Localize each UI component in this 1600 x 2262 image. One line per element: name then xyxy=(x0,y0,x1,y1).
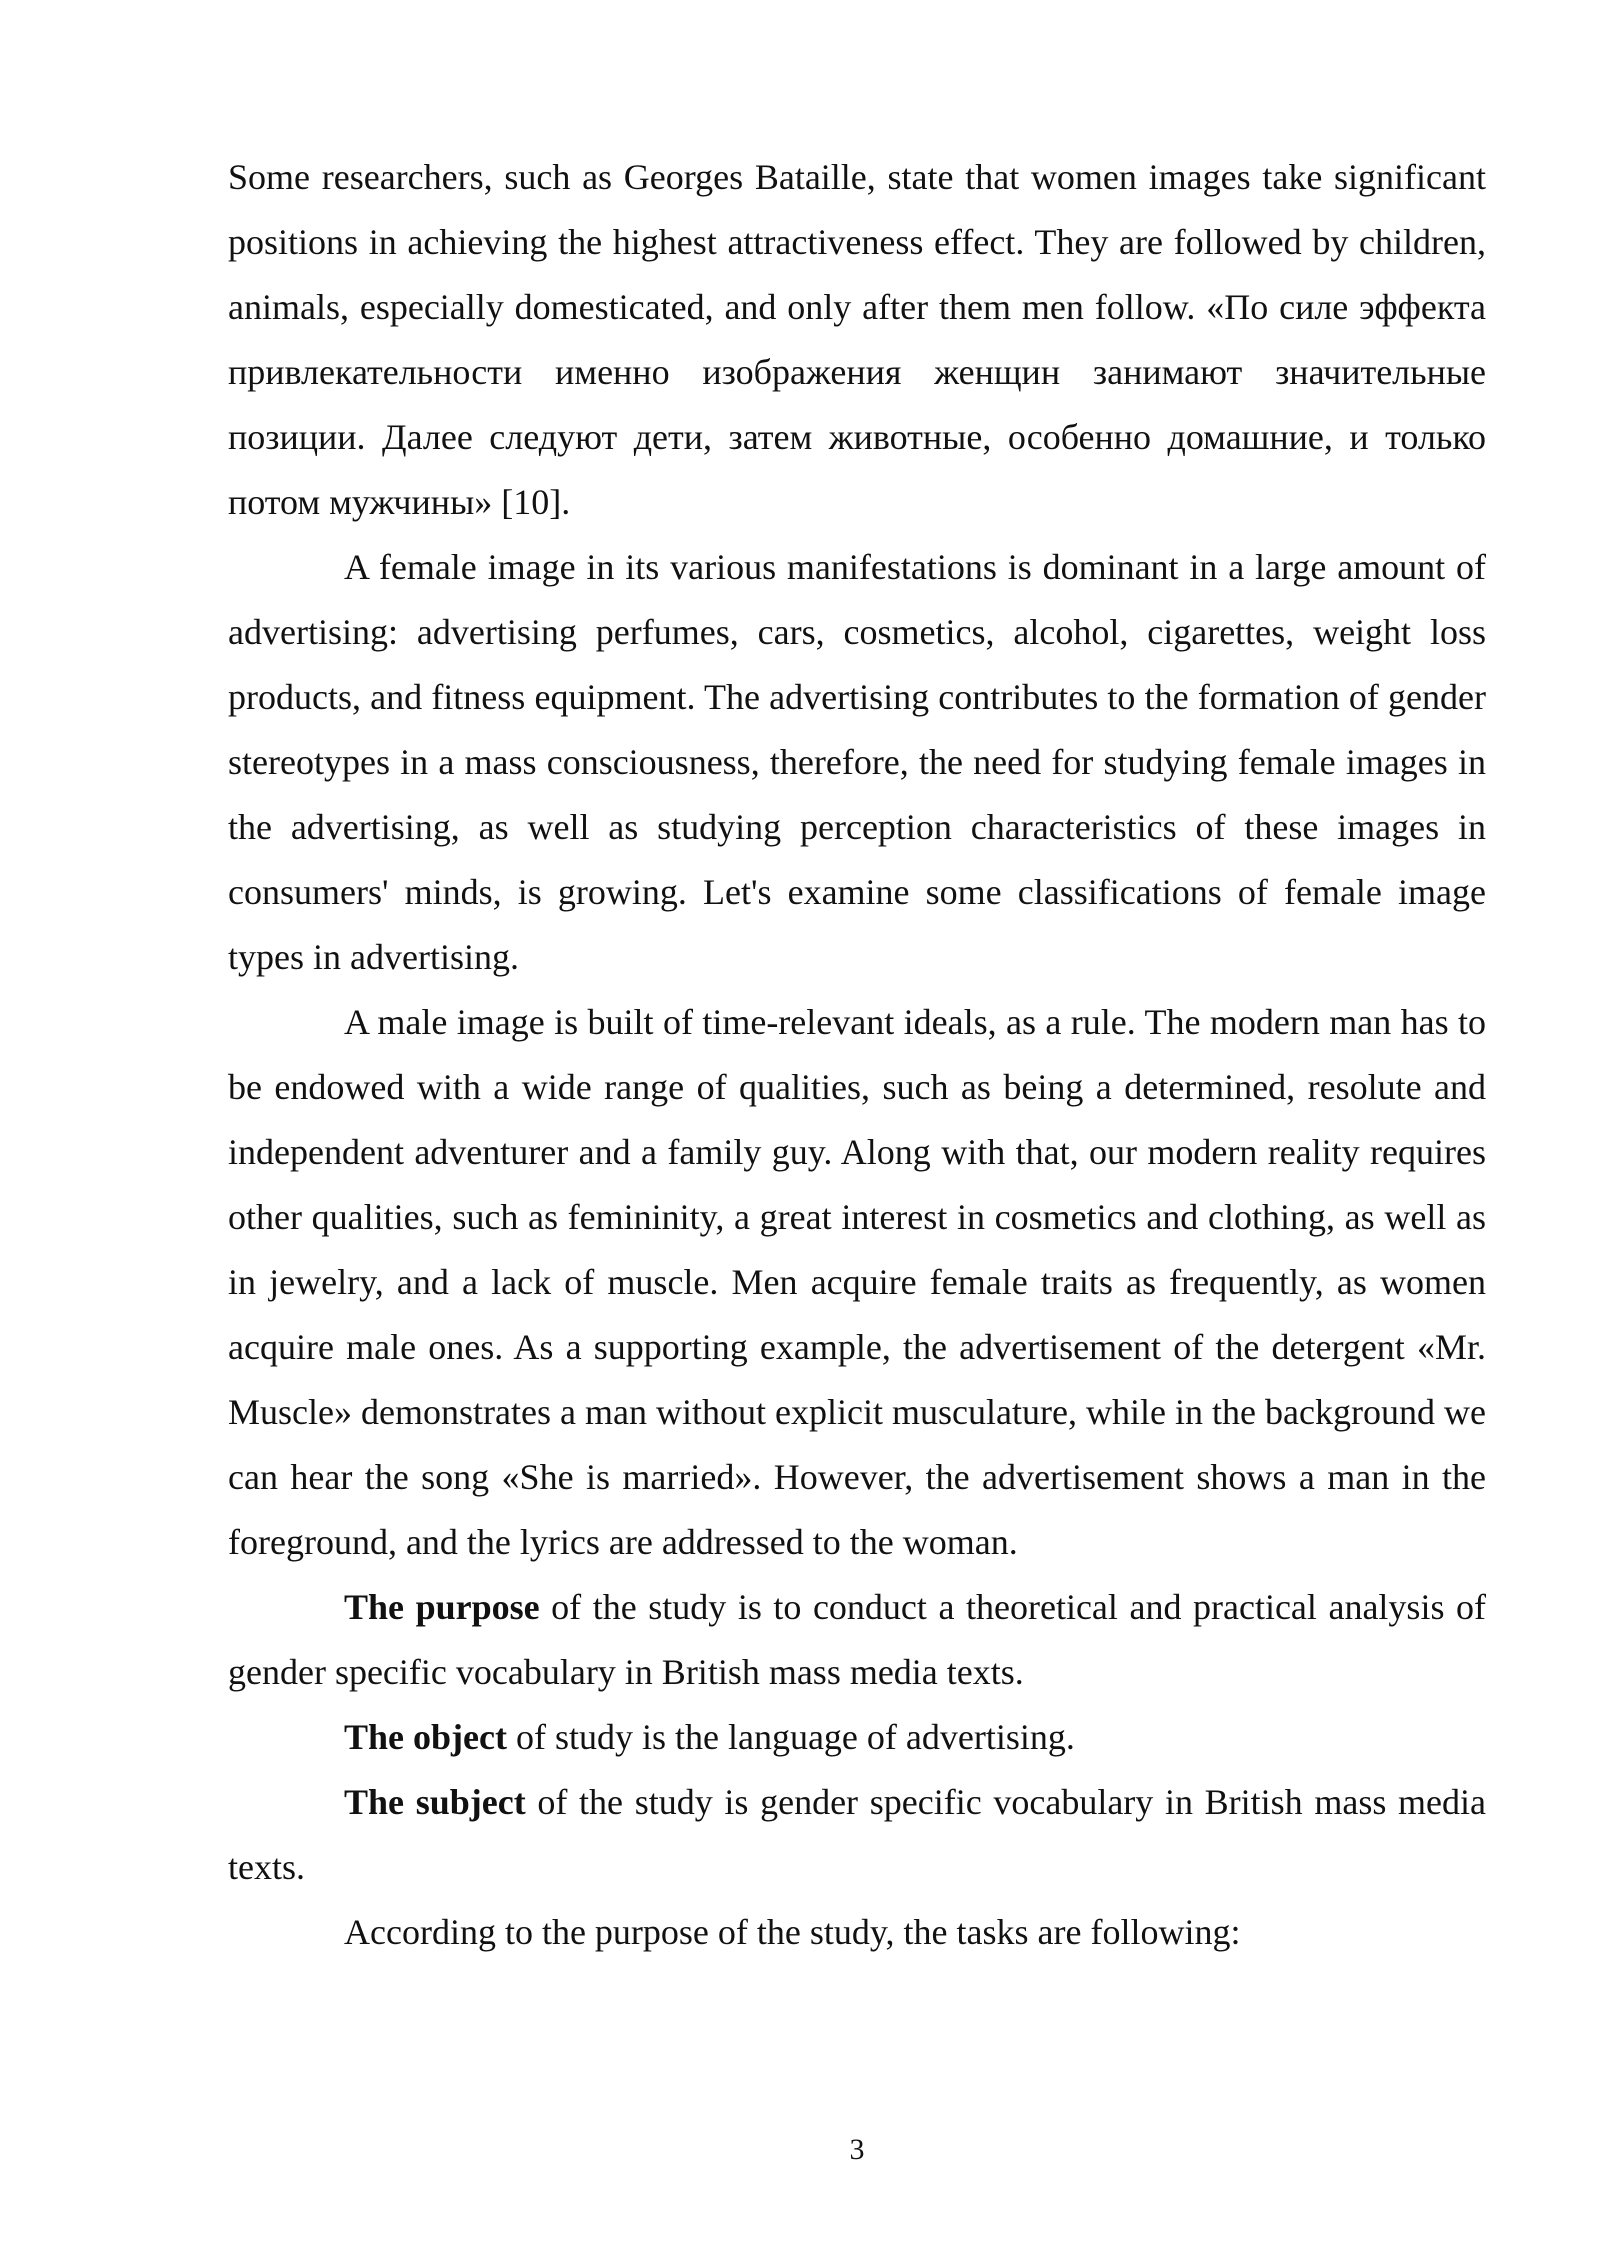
page-number: 3 xyxy=(849,2133,865,2166)
paragraph-male-image: A male image is built of time-relevant ideals, as a rule. The modern man has to be endowed with a wide range of qualities, such as being a determined, resolute and independent adventurer and a family guy. Along with that, our modern reality requires other qualities, such as femininity, a great interest in cosmetics and clothing, as well as in jewelry, and a lack of muscle. Men acquire female traits as frequently, as women acquire male ones. As a supporting example, the advertisement of the detergent «Mr. Muscle» demonstrates a man without explicit musculature, while in the background we can hear the song «She is married». However, the advertisement shows a man in the foreground, and the lyrics are addressed to the woman. xyxy=(228,1002,1486,1562)
purpose-term: The purpose xyxy=(344,1587,540,1627)
paragraph-object xyxy=(228,1705,1486,1770)
paragraph-subject xyxy=(228,1770,1486,1900)
subject-text: of the study is gender specific vocabulary in British mass media texts. xyxy=(228,1782,1487,1887)
document-page xyxy=(228,145,1486,1965)
paragraph-tasks-intro: According to the purpose of the study, the tasks are following: xyxy=(344,1912,1241,1952)
subject-term: The subject xyxy=(344,1782,526,1822)
paragraph-purpose xyxy=(228,1575,1486,1705)
object-text: of study is the language of advertising. xyxy=(506,1717,1075,1757)
paragraph-female-image: A female image in its various manifestations is dominant in a large amount of advertising: advertising perfumes, cars, cosmetics, alcohol, cigarettes, weight loss products, and fitness equipment. The advertising contributes to the formation of gender stereotypes in a mass consciousness, therefore, the need for studying female images in the advertising, as well as studying perception characteristics of these images in consumers' minds, is growing. Let's examine some classifications of female image types in advertising. xyxy=(228,547,1486,977)
purpose-text: of the study is to conduct a theoretical and practical analysis of gender specific vocabulary in British mass media texts. xyxy=(228,1587,1486,1692)
paragraph-bataille: Some researchers, such as Georges Bataille, state that women images take significant positions in achieving the highest attractiveness effect. They are followed by children, animals, especially domesticated, and only after them men follow. «По силе эффекта привлекательности именно изображения женщин занимают значительные позиции. Далее следуют дети, затем животные, особенно домашние, и только потом мужчины» [10]. xyxy=(228,157,1486,522)
object-term: The object xyxy=(344,1717,507,1757)
